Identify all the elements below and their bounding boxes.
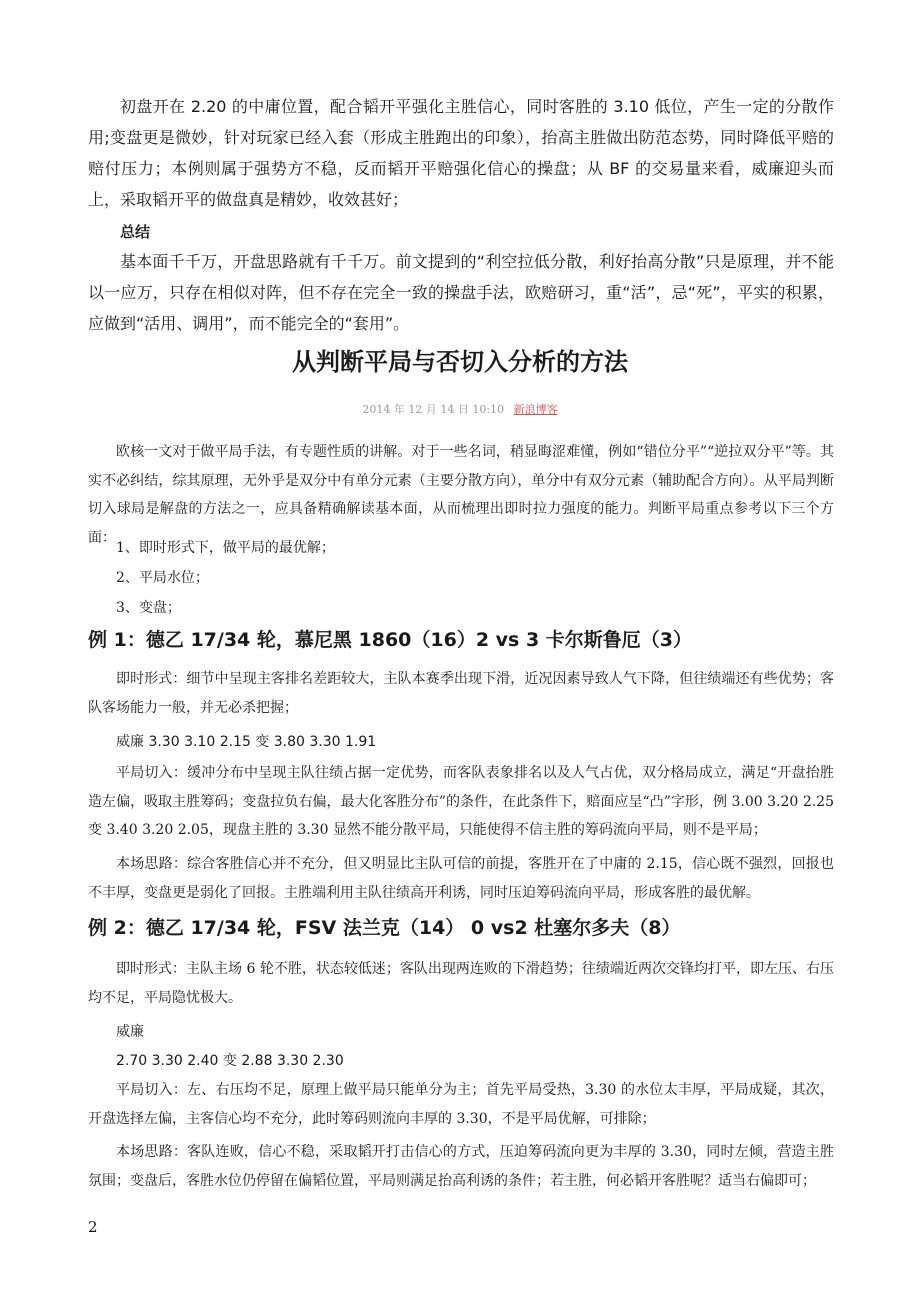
point-item-1: 1、即时形式下，做平局的最优解； <box>116 540 335 556</box>
example-2-heading: 例 2：德乙 17/34 轮，FSV 法兰克（14） 0 vs2 杜塞尔多夫（8） <box>88 917 681 939</box>
page-number: 2 <box>88 1218 98 1236</box>
example-1-idea: 本场思路：综合客胜信心并不充分，但又明显比主队可信的前提，客胜开在了中庸的 2.15，信心既不强烈，回报也不丰厚，变盘更是弱化了回报。主胜端利用主队往绩高开利诱，同时压迫筹码流向平局，形成客胜的最优解。 <box>88 856 834 901</box>
example-2-cut: 平局切入：左、右压均不足，原理上做平局只能单分为主；首先平局受热，3.30 的水位太丰厚，平局成疑，其次，开盘选择左偏，主客信心均不充分，此时筹码则流向丰厚的 3.30，不是平局优解，可排除； <box>88 1082 834 1127</box>
intro-paragraph: 初盘开在 2.20 的中庸位置，配合韬开平强化主胜信心，同时客胜的 3.10 低位，产生一定的分散作用;变盘更是微妙，针对玩家已经入套（形成主胜跑出的印象），抬高主胜做出防范态势，同时降低平赔的赔付压力；本例则属于强势方不稳，反而韬开平赔强化信心的操盘；从 BF 的交易量来看，威廉迎头而上，采取韬开平的做盘真是精妙，收效甚好； <box>88 97 834 209</box>
summary-heading: 总结 <box>120 223 151 241</box>
example-1-form: 即时形式：细节中呈现主客排名差距较大，主队本赛季出现下滑，近况因素导致人气下降，但往绩端还有些优势；客队客场能力一般，并无必杀把握； <box>88 671 834 716</box>
lead-paragraph: 欧核一文对于做平局手法，有专题性质的讲解。对于一些名词，稍显晦涩难懂，例如“错位分平”“逆拉双分平”等。其实不必纠结，综其原理，无外乎是双分中有单分元素（主要分散方向），单分中有双分元素（辅助配合方向）。从平局判断切入球局是解盘的方法之一，应具备精确解读基本面，从而梳理出即时拉力强度的能力。判断平局重点参考以下三个方面： <box>88 444 834 546</box>
summary-paragraph: 基本面千千万，开盘思路就有千千万。前文提到的“利空拉低分散，利好抬高分散”只是原理，并不能以一应万，只存在相似对阵，但不存在完全一致的操盘手法，欧赔研习，重“活”，忌“死”，平实的积累，应做到“活用、调用”，而不能完全的“套用”。 <box>88 252 834 333</box>
example-1-cut: 平局切入：缓冲分布中呈现主队往绩占据一定优势，而客队表象排名以及人气占优，双分格局成立，满足“开盘抬胜造左偏，吸取主胜筹码；变盘拉负右偏，最大化客胜分布”的条件，在此条件下，赔面应呈“凸”字形，例 3.00 3.20 2.25 变 3.40 3.20 2.05，现盘主胜的 3.30 显然不能分散平局，只能使得不信主胜的筹码流向平局，则不是平局； <box>88 765 834 838</box>
article-date: 2014 年 12 月 14 日 10:10 <box>362 403 505 416</box>
article-meta <box>0 401 920 417</box>
source-link[interactable]: 新浪博客 <box>513 403 558 416</box>
example-2-idea: 本场思路：客队连败，信心不稳，采取韬开打击信心的方式，压迫筹码流向更为丰厚的 3.30，同时左倾，营造主胜氛围；变盘后，客胜水位仍停留在偏韬位置，平局则满足抬高利诱的条件；若主胜，何必韬开客胜呢？适当右偏即可； <box>88 1144 834 1189</box>
article-title: 从判断平局与否切入分析的方法 <box>292 348 628 376</box>
example-2-bookmaker: 威廉 <box>116 1024 144 1040</box>
example-1-heading: 例 1：德乙 17/34 轮，慕尼黑 1860（16）2 vs 3 卡尔斯鲁厄（3） <box>88 629 693 651</box>
point-item-3: 3、变盘； <box>116 600 181 616</box>
example-2-form: 即时形式：主队主场 6 轮不胜，状态较低迷；客队出现两连败的下滑趋势；往绩端近两次交锋均打平，即左压、右压均不足，平局隐忧极大。 <box>88 961 834 1006</box>
point-item-2: 2、平局水位； <box>116 570 209 586</box>
example-1-odds: 威廉 3.30 3.10 2.15 变 3.80 3.30 1.91 <box>116 734 377 750</box>
example-2-odds: 2.70 3.30 2.40 变 2.88 3.30 2.30 <box>116 1053 344 1069</box>
